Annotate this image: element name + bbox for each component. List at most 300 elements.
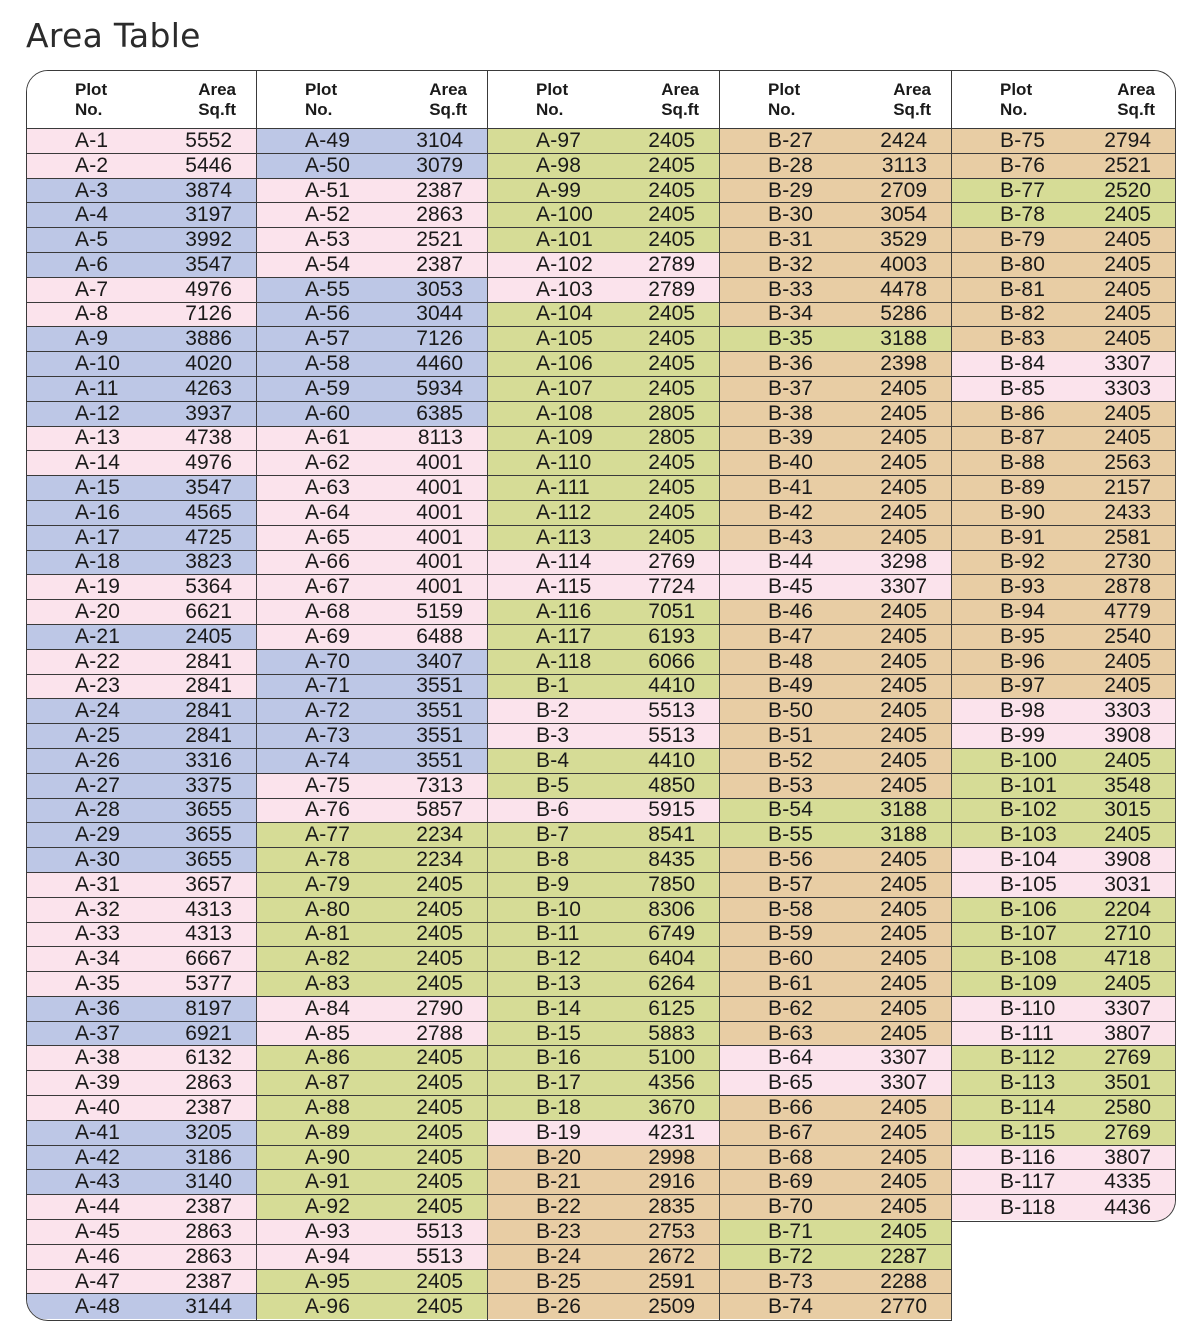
plot-number: B-24 [536,1244,582,1268]
plot-number: A-62 [305,451,351,475]
plot-area: 2841 [185,699,232,723]
plot-number: A-69 [305,624,351,648]
table-row [257,749,487,774]
plot-number: A-5 [75,228,109,252]
table-row [488,352,719,377]
table-row [488,228,719,253]
plot-area: 3307 [880,575,927,599]
plot-number: A-55 [305,277,351,301]
table-row [27,1096,256,1121]
plot-number: B-51 [768,724,814,748]
table-row [952,1170,1175,1195]
plot-number: A-50 [305,153,351,177]
table-row [257,848,487,873]
plot-number: A-21 [75,624,121,648]
plot-area: 4410 [648,748,695,772]
table-row [257,327,487,352]
plot-area: 2405 [648,376,695,400]
plot-area: 3551 [416,724,463,748]
plot-number: A-60 [305,401,351,425]
table-row [27,526,256,551]
plot-area: 5286 [880,302,927,326]
plot-area: 6264 [648,972,695,995]
plot-area: 2405 [1104,748,1151,772]
plot-number: A-42 [75,1145,121,1169]
table-row [257,451,487,476]
plot-number: A-36 [75,996,121,1020]
table-row [488,1121,719,1146]
plot-number: A-3 [75,178,109,202]
header-area-sqft: Area Sq.ft [1117,79,1155,119]
plot-area: 2387 [185,1195,232,1219]
plot-number: B-95 [1000,624,1046,648]
table-row [488,650,719,675]
table-row [27,823,256,848]
table-row [720,228,951,253]
table-row [488,278,719,303]
table-row [257,823,487,848]
plot-area: 2521 [1104,153,1151,177]
table-row [720,179,951,204]
plot-area: 3547 [185,476,232,500]
table-column-4 [720,70,952,1321]
plot-area: 3886 [185,327,232,351]
plot-area: 2916 [648,1170,695,1194]
plot-number: B-35 [768,327,814,351]
table-row [488,749,719,774]
table-row [27,551,256,576]
plot-area: 2405 [880,699,927,723]
table-row [27,848,256,873]
plot-area: 2405 [880,1195,927,1219]
table-row [27,1294,256,1319]
plot-area: 2405 [880,1021,927,1045]
table-row [720,699,951,724]
table-row [952,575,1175,600]
plot-number: A-52 [305,203,351,227]
table-row [488,947,719,972]
plot-number: B-79 [1000,228,1046,252]
plot-area: 4738 [185,426,232,450]
plot-area: 5513 [648,699,695,723]
table-row [720,526,951,551]
plot-area: 4313 [185,897,232,921]
plot-number: B-60 [768,947,814,971]
plot-number: B-75 [1000,128,1046,152]
plot-number: B-2 [536,699,570,723]
table-row [488,179,719,204]
plot-area: 3307 [1104,352,1151,376]
table-row [257,997,487,1022]
plot-area: 2288 [880,1269,927,1293]
table-row [257,898,487,923]
plot-area: 4718 [1104,947,1151,971]
table-row [720,1096,951,1121]
table-row [720,675,951,700]
plot-area: 6488 [416,624,463,648]
plot-area: 7126 [416,327,463,351]
table-row [952,650,1175,675]
table-row [257,303,487,328]
plot-number: B-106 [1000,897,1058,921]
plot-area: 2405 [416,1145,463,1169]
plot-number: B-25 [536,1269,582,1293]
plot-area: 3113 [881,153,927,177]
plot-area: 5513 [416,1244,463,1268]
table-row [27,650,256,675]
plot-number: A-118 [536,649,592,673]
table-row [952,327,1175,352]
table-row [952,823,1175,848]
plot-area: 3655 [185,798,232,822]
plot-number: A-29 [75,823,121,847]
plot-number: A-15 [75,476,121,500]
table-row [488,1270,719,1295]
plot-number: A-9 [75,327,109,351]
table-row [488,675,719,700]
plot-number: B-92 [1000,550,1046,574]
plot-area: 2405 [648,327,695,351]
plot-number: B-43 [768,525,814,549]
plot-number: A-30 [75,848,121,872]
plot-area: 2405 [648,228,695,252]
table-row [27,799,256,824]
table-row [952,1146,1175,1171]
plot-number: B-91 [1000,525,1046,549]
plot-area: 3031 [1104,872,1151,896]
table-row [257,923,487,948]
table-row [720,1195,951,1220]
table-row [720,749,951,774]
plot-number: A-93 [305,1219,351,1243]
header-area-sqft: Area Sq.ft [893,79,931,119]
plot-area: 6404 [648,947,695,971]
plot-number: A-51 [305,178,351,202]
plot-number: A-103 [536,277,594,301]
table-row [720,972,951,997]
table-row [257,228,487,253]
plot-number: B-22 [536,1195,582,1219]
plot-area: 3657 [185,872,232,896]
plot-area: 5915 [648,798,695,822]
plot-number: A-92 [305,1195,351,1219]
plot-number: A-57 [305,327,351,351]
table-row [720,1022,951,1047]
plot-number: B-98 [1000,699,1046,723]
plot-area: 2863 [416,203,463,227]
plot-number: B-102 [1000,798,1058,822]
plot-area: 3054 [880,203,927,227]
plot-area: 4001 [416,500,463,524]
plot-number: A-105 [536,327,594,351]
plot-number: A-80 [305,897,351,921]
plot-area: 2841 [185,724,232,748]
plot-number: A-28 [75,798,121,822]
plot-area: 4001 [416,525,463,549]
plot-area: 2794 [1104,128,1151,152]
plot-area: 2387 [185,1269,232,1293]
table-row [952,228,1175,253]
plot-area: 3307 [1104,996,1151,1020]
plot-number: B-66 [768,1095,814,1119]
plot-area: 2405 [880,1145,927,1169]
plot-area: 7724 [648,575,695,599]
plot-area: 2387 [416,252,463,276]
table-row [720,625,951,650]
plot-number: B-101 [1000,773,1058,797]
plot-number: B-39 [768,426,814,450]
plot-number: B-118 [1000,1195,1056,1219]
plot-area: 5513 [648,724,695,748]
plot-area: 5552 [185,128,232,152]
plot-number: A-67 [305,575,351,599]
table-row [27,179,256,204]
plot-number: A-1 [75,128,109,152]
table-row [27,575,256,600]
plot-number: B-52 [768,748,814,772]
table-row [257,699,487,724]
plot-area: 2769 [1104,1046,1151,1070]
table-row [27,724,256,749]
plot-number: B-20 [536,1145,582,1169]
plot-area: 2405 [880,1095,927,1119]
plot-area: 8435 [648,848,695,872]
plot-area: 4001 [416,476,463,500]
plot-number: A-22 [75,649,121,673]
table-row [27,501,256,526]
plot-area: 2580 [1104,1095,1151,1119]
plot-number: B-70 [768,1195,814,1219]
plot-area: 2433 [1104,500,1151,524]
table-row [257,203,487,228]
plot-number: A-71 [305,674,351,698]
plot-area: 7051 [648,600,695,624]
table-row [257,873,487,898]
plot-number: B-96 [1000,649,1046,673]
plot-area: 4850 [648,773,695,797]
table-row [488,1220,719,1245]
table-column-3 [488,70,720,1321]
plot-area: 3197 [185,203,232,227]
table-row [27,402,256,427]
plot-area: 3551 [416,674,463,698]
table-row [720,1220,951,1245]
plot-number: A-114 [536,550,592,574]
plot-area: 2405 [1104,649,1151,673]
plot-number: A-11 [75,376,119,400]
table-row [27,203,256,228]
plot-number: B-72 [768,1244,814,1268]
plot-number: A-18 [75,550,121,574]
plot-number: B-28 [768,153,814,177]
plot-number: B-56 [768,848,814,872]
plot-area: 2387 [185,1095,232,1119]
column-header [952,71,1175,129]
table-row [488,923,719,948]
plot-area: 3807 [1104,1145,1151,1169]
plot-number: B-54 [768,798,814,822]
plot-area: 2405 [880,674,927,698]
table-row [27,600,256,625]
table-row [488,1096,719,1121]
table-row [952,402,1175,427]
plot-area: 4001 [416,451,463,475]
table-row [720,898,951,923]
plot-number: A-108 [536,401,594,425]
plot-number: A-8 [75,302,109,326]
table-row [952,1046,1175,1071]
plot-area: 2405 [880,872,927,896]
plot-area: 5934 [416,376,463,400]
header-plot-no: Plot No. [536,79,569,119]
plot-area: 2204 [1104,897,1151,921]
plot-area: 2405 [1104,252,1151,276]
table-row [488,1195,719,1220]
plot-number: A-116 [536,600,592,624]
plot-area: 6193 [648,624,695,648]
plot-area: 2878 [1104,575,1151,599]
table-row [257,352,487,377]
plot-number: B-12 [536,947,582,971]
table-row [488,972,719,997]
header-area-sqft: Area Sq.ft [429,79,467,119]
plot-area: 5159 [416,600,463,624]
table-row [257,650,487,675]
plot-area: 3307 [880,1046,927,1070]
plot-number: B-9 [536,872,570,896]
plot-number: A-75 [305,773,351,797]
plot-area: 3670 [648,1095,695,1119]
plot-area: 8306 [648,897,695,921]
plot-area: 2405 [880,1219,927,1243]
plot-area: 2790 [416,996,463,1020]
table-row [952,947,1175,972]
table-row [952,724,1175,749]
plot-number: B-26 [536,1294,582,1318]
plot-area: 2405 [648,203,695,227]
plot-area: 3303 [1104,376,1151,400]
plot-number: B-80 [1000,252,1046,276]
plot-area: 3547 [185,252,232,276]
table-row [952,873,1175,898]
plot-area: 3807 [1104,1021,1151,1045]
plot-area: 2730 [1104,550,1151,574]
plot-area: 5446 [185,153,232,177]
table-row [27,898,256,923]
table-row [720,451,951,476]
plot-number: B-8 [536,848,570,872]
plot-number: B-113 [1000,1071,1056,1095]
table-row [27,675,256,700]
plot-area: 2863 [185,1219,232,1243]
header-plot-no: Plot No. [1000,79,1033,119]
table-row [257,179,487,204]
plot-area: 4263 [185,376,232,400]
plot-number: B-64 [768,1046,814,1070]
column-header [257,71,487,129]
plot-number: A-78 [305,848,351,872]
table-row [488,799,719,824]
plot-number: A-31 [75,872,121,896]
table-row [488,1071,719,1096]
header-area-sqft: Area Sq.ft [661,79,699,119]
table-row [488,1046,719,1071]
table-row [488,154,719,179]
plot-area: 7126 [185,302,232,326]
plot-area: 3188 [880,823,927,847]
plot-area: 6066 [648,649,695,673]
plot-number: A-61 [305,426,351,450]
table-row [488,699,719,724]
plot-area: 2753 [648,1219,695,1243]
plot-number: A-89 [305,1120,351,1144]
plot-number: A-107 [536,376,594,400]
table-row [27,1270,256,1295]
plot-number: B-33 [768,277,814,301]
table-row [488,823,719,848]
plot-area: 4231 [648,1120,695,1144]
plot-number: A-17 [75,525,121,549]
plot-number: A-39 [75,1071,121,1095]
table-row [720,501,951,526]
header-plot-no: Plot No. [768,79,801,119]
plot-number: A-45 [75,1219,121,1243]
table-row [27,129,256,154]
plot-area: 2520 [1104,178,1151,202]
table-row [720,1170,951,1195]
plot-number: B-68 [768,1145,814,1169]
plot-area: 2405 [880,848,927,872]
table-row [952,129,1175,154]
plot-number: B-78 [1000,203,1046,227]
plot-number: B-46 [768,600,814,624]
plot-area: 2769 [1104,1120,1151,1144]
plot-number: B-1 [536,674,570,698]
plot-number: A-41 [75,1120,121,1144]
plot-number: B-34 [768,302,814,326]
plot-number: A-16 [75,500,121,524]
plot-number: B-61 [768,972,814,995]
plot-number: B-4 [536,748,570,772]
table-row [952,1022,1175,1047]
plot-area: 3053 [416,277,463,301]
plot-number: A-112 [536,500,592,524]
table-row [952,427,1175,452]
table-row [257,476,487,501]
plot-area: 4478 [880,277,927,301]
table-row [257,675,487,700]
table-row [488,427,719,452]
plot-area: 4565 [185,500,232,524]
table-row [720,873,951,898]
plot-number: A-37 [75,1021,121,1045]
table-row [27,749,256,774]
plot-area: 2789 [648,252,695,276]
plot-area: 2424 [880,128,927,152]
plot-area: 2405 [416,872,463,896]
table-row [952,476,1175,501]
plot-number: B-37 [768,376,814,400]
plot-area: 3188 [880,798,927,822]
plot-area: 3104 [416,128,463,152]
table-row [720,724,951,749]
plot-number: B-67 [768,1120,814,1144]
plot-area: 3316 [185,748,232,772]
table-row [257,129,487,154]
plot-number: A-32 [75,897,121,921]
table-row [257,575,487,600]
plot-area: 5100 [648,1046,695,1070]
